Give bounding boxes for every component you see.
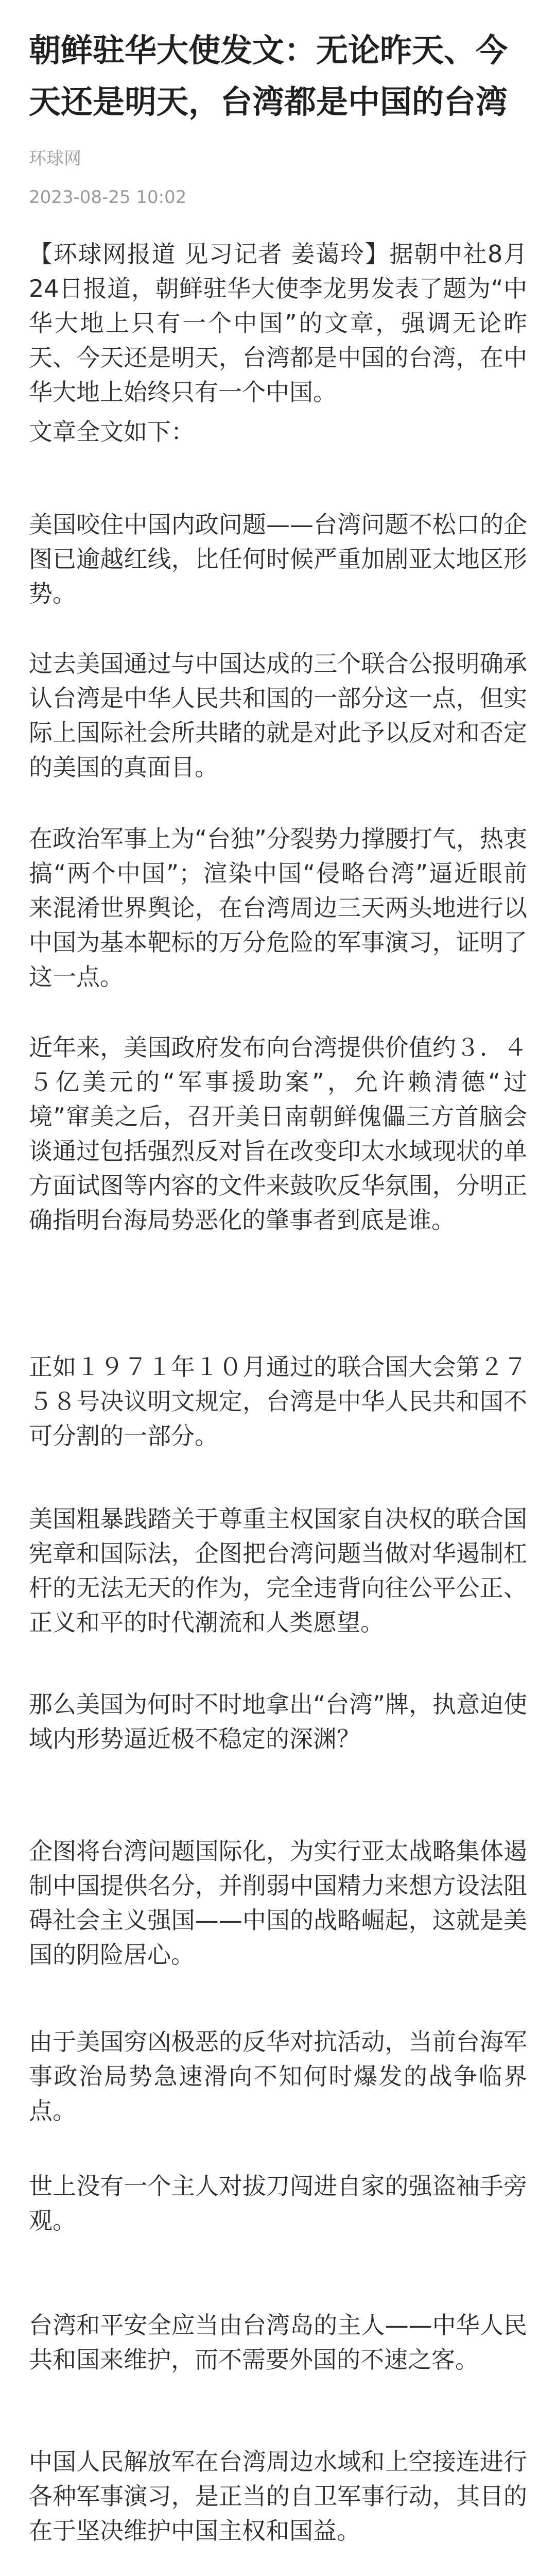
article-paragraph: 文章全文如下： <box>29 418 195 446</box>
article-paragraph: 中国人民解放军在台湾周边水域和上空接连进行各种军事演习，是正当的自卫军事行动，其目的在于坚决维护中国主权和国益。 <box>29 2448 527 2545</box>
article-paragraph: 美国咬住中国内政问题——台湾问题不松口的企图已逾越红线，比任何时候严重加剧亚太地区形势。 <box>29 511 527 607</box>
article-paragraph: 企图将台湾问题国际化，为实行亚太战略集体遏制中国提供名分，并削弱中国精力来想方设法阻碍社会主义强国——中国的战略崛起，这就是美国的阴险居心。 <box>29 1837 527 1969</box>
article-paragraph: 过去美国通过与中国达成的三个联合公报明确承认台湾是中华人民共和国的一部分这一点，但实际上国际社会所共睹的就是对此予以反对和否定的美国的真面目。 <box>29 650 527 781</box>
article-paragraph: 正如１９７１年１０月通过的联合国大会第２７５８号决议明文规定，台湾是中华人民共和国不可分割的一部分。 <box>29 1353 527 1450</box>
article-title: 朝鲜驻华大使发文：无论昨天、今天还是明天，台湾都是中国的台湾 <box>29 31 508 121</box>
article-source[interactable]: 环球网 <box>29 148 81 169</box>
article-paragraph: 【环球网报道 见习记者 姜蔼玲】据朝中社8月24日报道，朝鲜驻华大使李龙男发表了题为“中华大地上只有一个中国”的文章，强调无论昨天、今天还是明天，台湾都是中国的台湾，在中华大地上始终只有一个中国。 <box>29 240 527 406</box>
article-paragraph: 台湾和平安全应当由台湾岛的主人——中华人民共和国来维护，而不需要外国的不速之客。 <box>29 2311 527 2374</box>
article-meta <box>29 144 186 208</box>
article-paragraph: 世上没有一个主人对拔刀闯进自家的强盗袖手旁观。 <box>29 2172 527 2234</box>
article-paragraph: 由于美国穷凶极恶的反华对抗活动，当前台海军事政治局势急速滑向不知何时爆发的战争临界点。 <box>29 2028 527 2125</box>
article-paragraph: 在政治军事上为“台独”分裂势力撑腰打气，热衷搞“两个中国”；渲染中国“侵略台湾”逼近眼前来混淆世界舆论，在台湾周边三天两头地进行以中国为基本靶标的万分危险的军事演习，证明了这一点。 <box>29 825 527 991</box>
article-paragraph: 那么美国为何时不时地拿出“台湾”牌，执意迫使域内形势逼近极不稳定的深渊？ <box>29 1690 527 1753</box>
article-paragraph: 美国粗暴践踏关于尊重主权国家自决权的联合国宪章和国际法，企图把台湾问题当做对华遏制杠杆的无法无天的作为，完全违背向往公平公正、正义和平的时代潮流和人类愿望。 <box>29 1505 527 1636</box>
article-time: 2023-08-25 10:02 <box>29 187 187 208</box>
article-paragraph: 近年来，美国政府发布向台湾提供价值约３．４５亿美元的“军事援助案”，允许赖清德“过境”窜美之后，召开美日南朝鲜傀儡三方首脑会谈通过包括强烈反对旨在改变印太水域现状的单方面试图等内容的文件来鼓吹反华氛围，分明正确指明台海局势恶化的肇事者到底是谁。 <box>29 1033 527 1234</box>
